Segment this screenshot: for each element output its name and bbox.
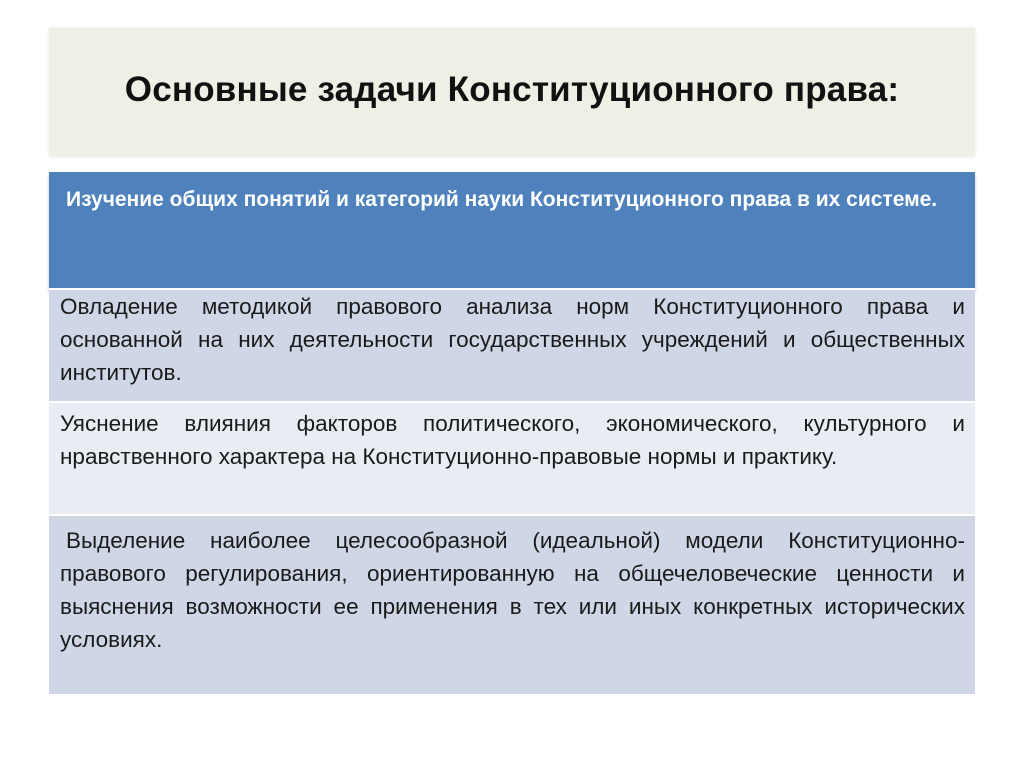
row-text: Выделение наиболее целесообразной (идеальной) модели Конституционно-правового регулирования, ориентированную на общечеловеческие ценности и выяснения возможности ее применения в тех или иных конкретных исторических условиях. [60, 528, 965, 652]
table-row [49, 516, 975, 696]
table-header-row [49, 172, 975, 290]
header-row-text: Изучение общих понятий и категорий науки Конституционного права в их системе. [66, 188, 938, 211]
table-row [49, 403, 975, 516]
row-text: Овладение методикой правового анализа норм Конституционного права и основанной на них деятельности государственных учреждений и общественных институтов. [60, 294, 965, 385]
title-box [49, 28, 975, 157]
slide-title: Основные задачи Конституционного права: [124, 70, 900, 109]
row-text: Уяснение влияния факторов политического, экономического, культурного и нравственного характера на Конституционно-правовые нормы и практику. [60, 411, 965, 469]
tasks-table [49, 172, 975, 696]
table-row [49, 290, 975, 403]
